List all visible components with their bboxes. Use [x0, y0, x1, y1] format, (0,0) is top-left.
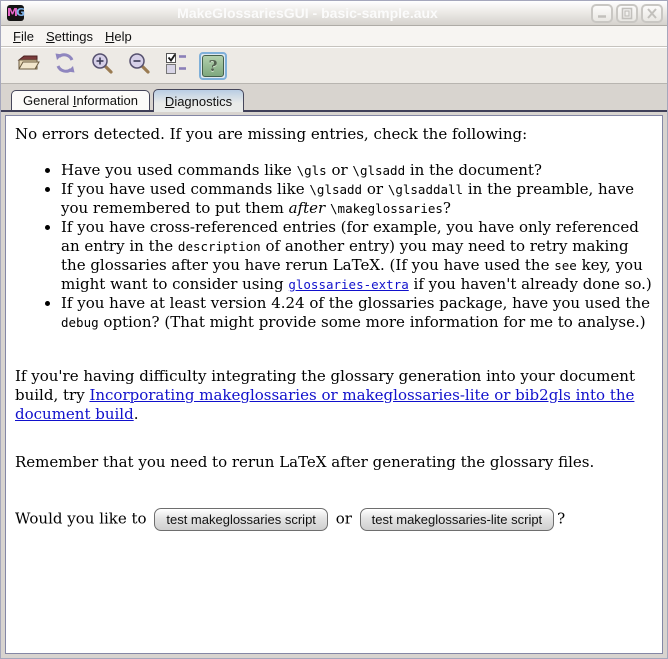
window-title: MakeGlossariesGUI - basic-sample.aux — [177, 5, 438, 21]
open-button[interactable] — [14, 52, 42, 80]
menu-help[interactable]: Help — [104, 28, 132, 44]
help-icon: ? — [202, 55, 224, 77]
window-controls — [591, 4, 663, 23]
list-item: • If you have at least version 4.24 of the glossaries package, have you used the debug option? (That might provide some more information for me to analyse.) — [61, 294, 653, 332]
checklist — [15, 161, 653, 332]
close-button[interactable] — [641, 4, 663, 23]
list-item: • If you have used commands like \glsadd or \glsaddall in the preamble, have you remembered to put them after \makeglossaries? — [61, 180, 653, 218]
build-paragraph: If you're having difficulty integrating the glossary generation into your document build, try Incorporating makeglossaries or makeglossaries-lite or bib2gls into the document build. — [15, 367, 635, 423]
intro-text: No errors detected. If you are missing entries, check the following: — [15, 125, 528, 143]
maximize-button[interactable] — [616, 4, 638, 23]
incorporating-link[interactable]: Incorporating makeglossaries or makeglossaries-lite or bib2gls into the document build — [15, 386, 635, 423]
menu-file[interactable]: File — [13, 28, 34, 44]
menu-settings[interactable]: Settings — [45, 28, 93, 44]
checklist-icon — [164, 51, 188, 80]
test-makeglossaries-button[interactable]: test makeglossaries script — [154, 508, 328, 531]
minimize-icon — [595, 7, 609, 20]
diagnostics-button[interactable] — [162, 52, 190, 80]
tool-bar — [1, 47, 667, 84]
rerun-note: Remember that you need to rerun LaTeX after generating the glossary files. — [15, 453, 595, 471]
menu-bar — [1, 26, 667, 47]
zoom-in-icon — [90, 51, 114, 80]
minimize-button[interactable] — [591, 4, 613, 23]
tab-diagnostics[interactable]: Diagnostics — [153, 89, 244, 112]
list-item: • Have you used commands like \gls or \glsadd in the document? — [61, 161, 653, 180]
reload-button[interactable] — [51, 52, 79, 80]
app-icon: MG — [7, 6, 23, 19]
tab-strip — [1, 84, 667, 112]
reload-icon — [53, 51, 77, 80]
title-bar — [1, 1, 667, 26]
zoom-in-button[interactable] — [88, 52, 116, 80]
zoom-out-icon — [127, 51, 151, 80]
maximize-icon — [620, 7, 634, 20]
tab-general-information[interactable]: General Information — [11, 90, 150, 110]
zoom-out-button[interactable] — [125, 52, 153, 80]
close-icon — [645, 7, 659, 20]
diagnostics-panel — [5, 115, 663, 654]
glossaries-extra-link[interactable]: glossaries-extra — [288, 277, 409, 292]
help-button[interactable] — [199, 52, 227, 80]
list-item: • If you have cross-referenced entries (for example, you have only referenced an entry in the description of another entry) you may need to retry making the glossaries after you have rerun LaTeX. (If you have used the see key, you might want to consider using glossaries-extra if you haven't already done so.) — [61, 218, 653, 294]
test-makeglossaries-lite-button[interactable]: test makeglossaries-lite script — [360, 508, 555, 531]
open-folder-icon — [16, 51, 40, 80]
test-scripts-paragraph: Would you like to test makeglossaries script or test makeglossaries-lite script ? — [15, 508, 653, 531]
